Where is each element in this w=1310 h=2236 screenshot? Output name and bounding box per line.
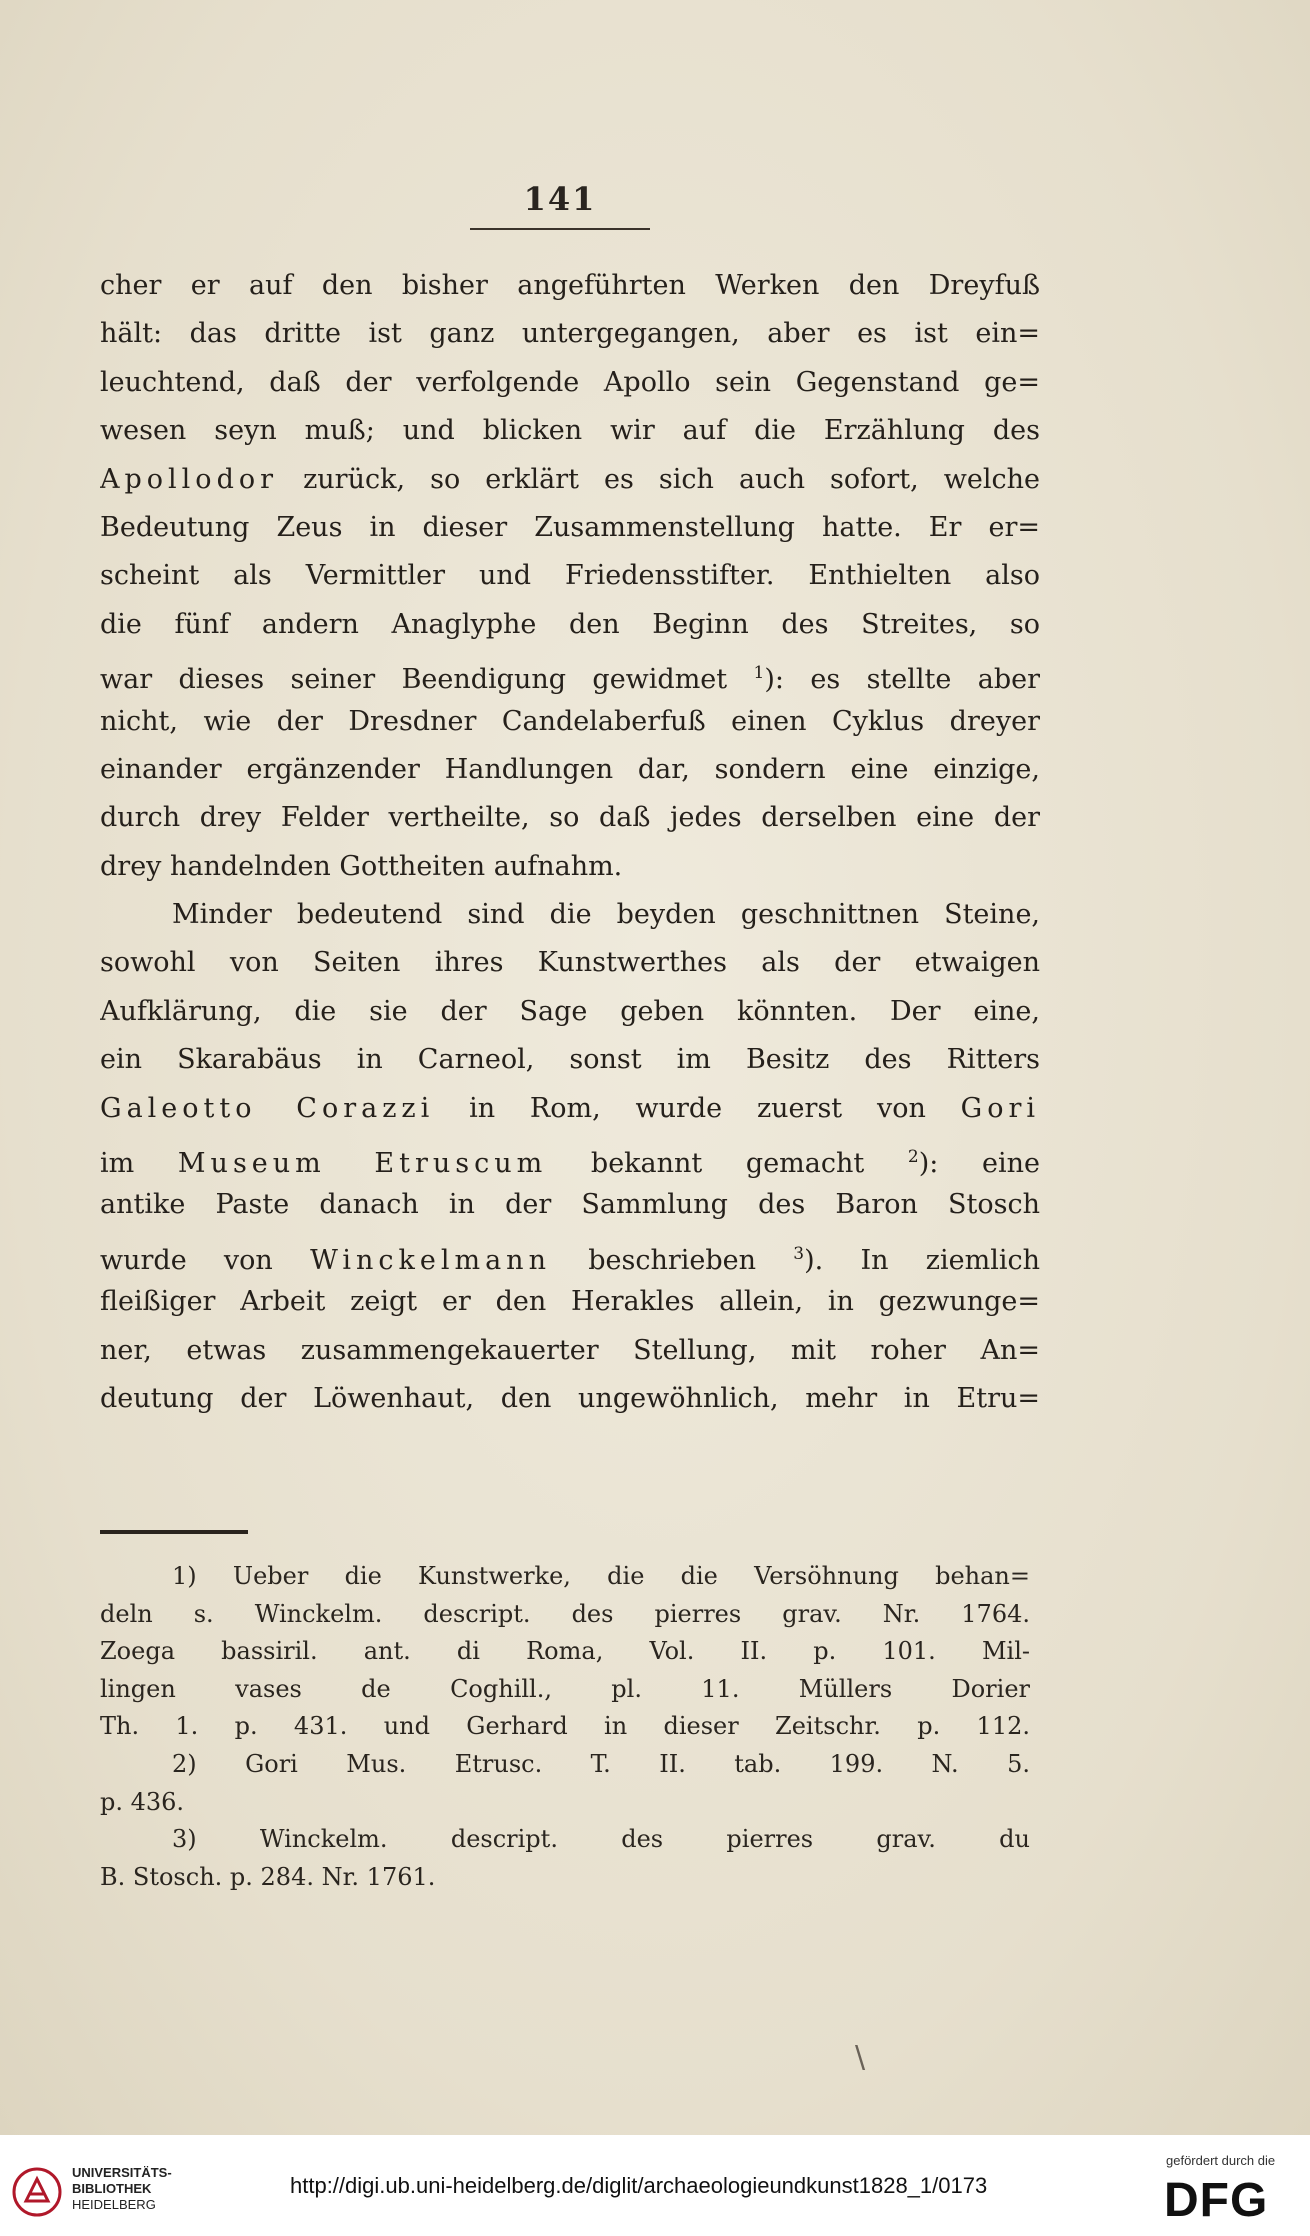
body-line: Minder bedeutend sind die beyden geschnittnen Steine, <box>172 899 1040 931</box>
person-name: Gori <box>960 1092 1040 1124</box>
footnote-ref: 2 <box>907 1147 919 1168</box>
dfg-logo: DFG <box>1164 2174 1269 2227</box>
university-seal-icon <box>12 2167 62 2217</box>
institution-name: UNIVERSITÄTS- BIBLIOTHEK HEIDELBERG <box>72 2165 172 2212</box>
footnote-ref: 3 <box>793 1243 805 1264</box>
body-line: scheint als Vermittler und Friedensstifter. Enthielten also <box>100 560 1040 592</box>
body-line: ner, etwas zusammengekauerter Stellung, mit roher An= <box>100 1334 1040 1366</box>
body-line: wurde von Winckelmann beschrieben $^3$). In ziemlich <box>100 1243 1040 1276</box>
body-line: war dieses seiner Beendigung gewidmet $^1$): es stellte aber <box>100 663 1040 696</box>
body-line: sowohl von Seiten ihres Kunstwerthes als der etwaigen <box>100 947 1040 979</box>
body-line: Aufklärung, die sie der Sage geben könnten. Der eine, <box>100 995 1040 1027</box>
body-line: drey handelnden Gottheiten aufnahm. <box>100 850 623 882</box>
body-line: wesen seyn muß; und blicken wir auf die Erzählung des <box>100 415 1040 447</box>
body-line: einander ergänzender Handlungen dar, sondern eine einzige, <box>100 753 1040 785</box>
body-line: nicht, wie der Dresdner Candelaberfuß einen Cyklus dreyer <box>100 705 1040 737</box>
body-line: antike Paste danach in der Sammlung des Baron Stosch <box>100 1189 1040 1221</box>
footnote-line: p. 436. <box>100 1787 185 1816</box>
footnote-line: 2) Gori Mus. Etrusc. T. II. tab. 199. N. 5. <box>172 1749 1030 1778</box>
person-name: Winckelmann <box>310 1244 551 1276</box>
footnote-line: Th. 1. p. 431. und Gerhard in dieser Zeitschr. p. 112. <box>100 1712 1030 1741</box>
funding-caption: gefördert durch die <box>1166 2153 1276 2168</box>
body-line: im Museum Etruscum bekannt gemacht $^2$): eine <box>100 1147 1040 1180</box>
body-line: die fünf andern Anaglyphe den Beginn des Streites, so <box>100 608 1040 640</box>
footer-bar <box>0 2135 1310 2236</box>
footnote-rule <box>100 1530 248 1534</box>
body-line: Apollodor zurück, so erklärt es sich auch sofort, welche <box>100 463 1040 495</box>
body-line: Bedeutung Zeus in dieser Zusammenstellung hatte. Er er= <box>100 511 1040 543</box>
body-line: deutung der Löwenhaut, den ungewöhnlich, mehr in Etru= <box>100 1382 1040 1414</box>
body-text <box>100 262 1040 1423</box>
page-number: 141 <box>523 180 597 218</box>
book-title: Museum Etruscum <box>177 1148 548 1180</box>
person-name: Galeotto Corazzi <box>100 1092 435 1124</box>
stray-mark: \ <box>855 2040 866 2075</box>
footnotes <box>100 1558 1030 1896</box>
footnote-ref: 1 <box>753 663 765 684</box>
footnote-line: Zoega bassiril. ant. di Roma, Vol. II. p. 101. Mil- <box>100 1637 1030 1666</box>
body-line: Galeotto Corazzi in Rom, wurde zuerst von Gori <box>100 1092 1040 1124</box>
body-line: leuchtend, daß der verfolgende Apollo sein Gegenstand ge= <box>100 366 1040 398</box>
body-line: ein Skarabäus in Carneol, sonst im Besitz des Ritters <box>100 1044 1040 1076</box>
footnote-line: 1) Ueber die Kunstwerke, die die Versöhnung behan= <box>172 1562 1030 1590</box>
person-name: Apollodor <box>100 463 279 495</box>
body-line: hält: das dritte ist ganz untergegangen, aber es ist ein= <box>100 318 1040 350</box>
source-url[interactable]: http://digi.ub.uni-heidelberg.de/diglit/archaeologieundkunst1828_1/0173 <box>290 2173 988 2198</box>
body-line: fleißiger Arbeit zeigt er den Herakles allein, in gezwunge= <box>100 1286 1040 1318</box>
footnote-line: 3) Winckelm. descript. des pierres grav. du <box>172 1825 1030 1854</box>
footnote-line: B. Stosch. p. 284. Nr. 1761. <box>100 1862 436 1891</box>
body-line: durch drey Felder vertheilte, so daß jedes derselben eine der <box>100 802 1040 834</box>
footnote-line: lingen vases de Coghill., pl. 11. Müllers Dorier <box>100 1674 1030 1703</box>
footnote-line: deln s. Winckelm. descript. des pierres grav. Nr. 1764. <box>100 1599 1030 1628</box>
body-line: cher er auf den bisher angeführten Werken den Dreyfuß <box>100 270 1040 301</box>
header-rule <box>470 228 650 230</box>
